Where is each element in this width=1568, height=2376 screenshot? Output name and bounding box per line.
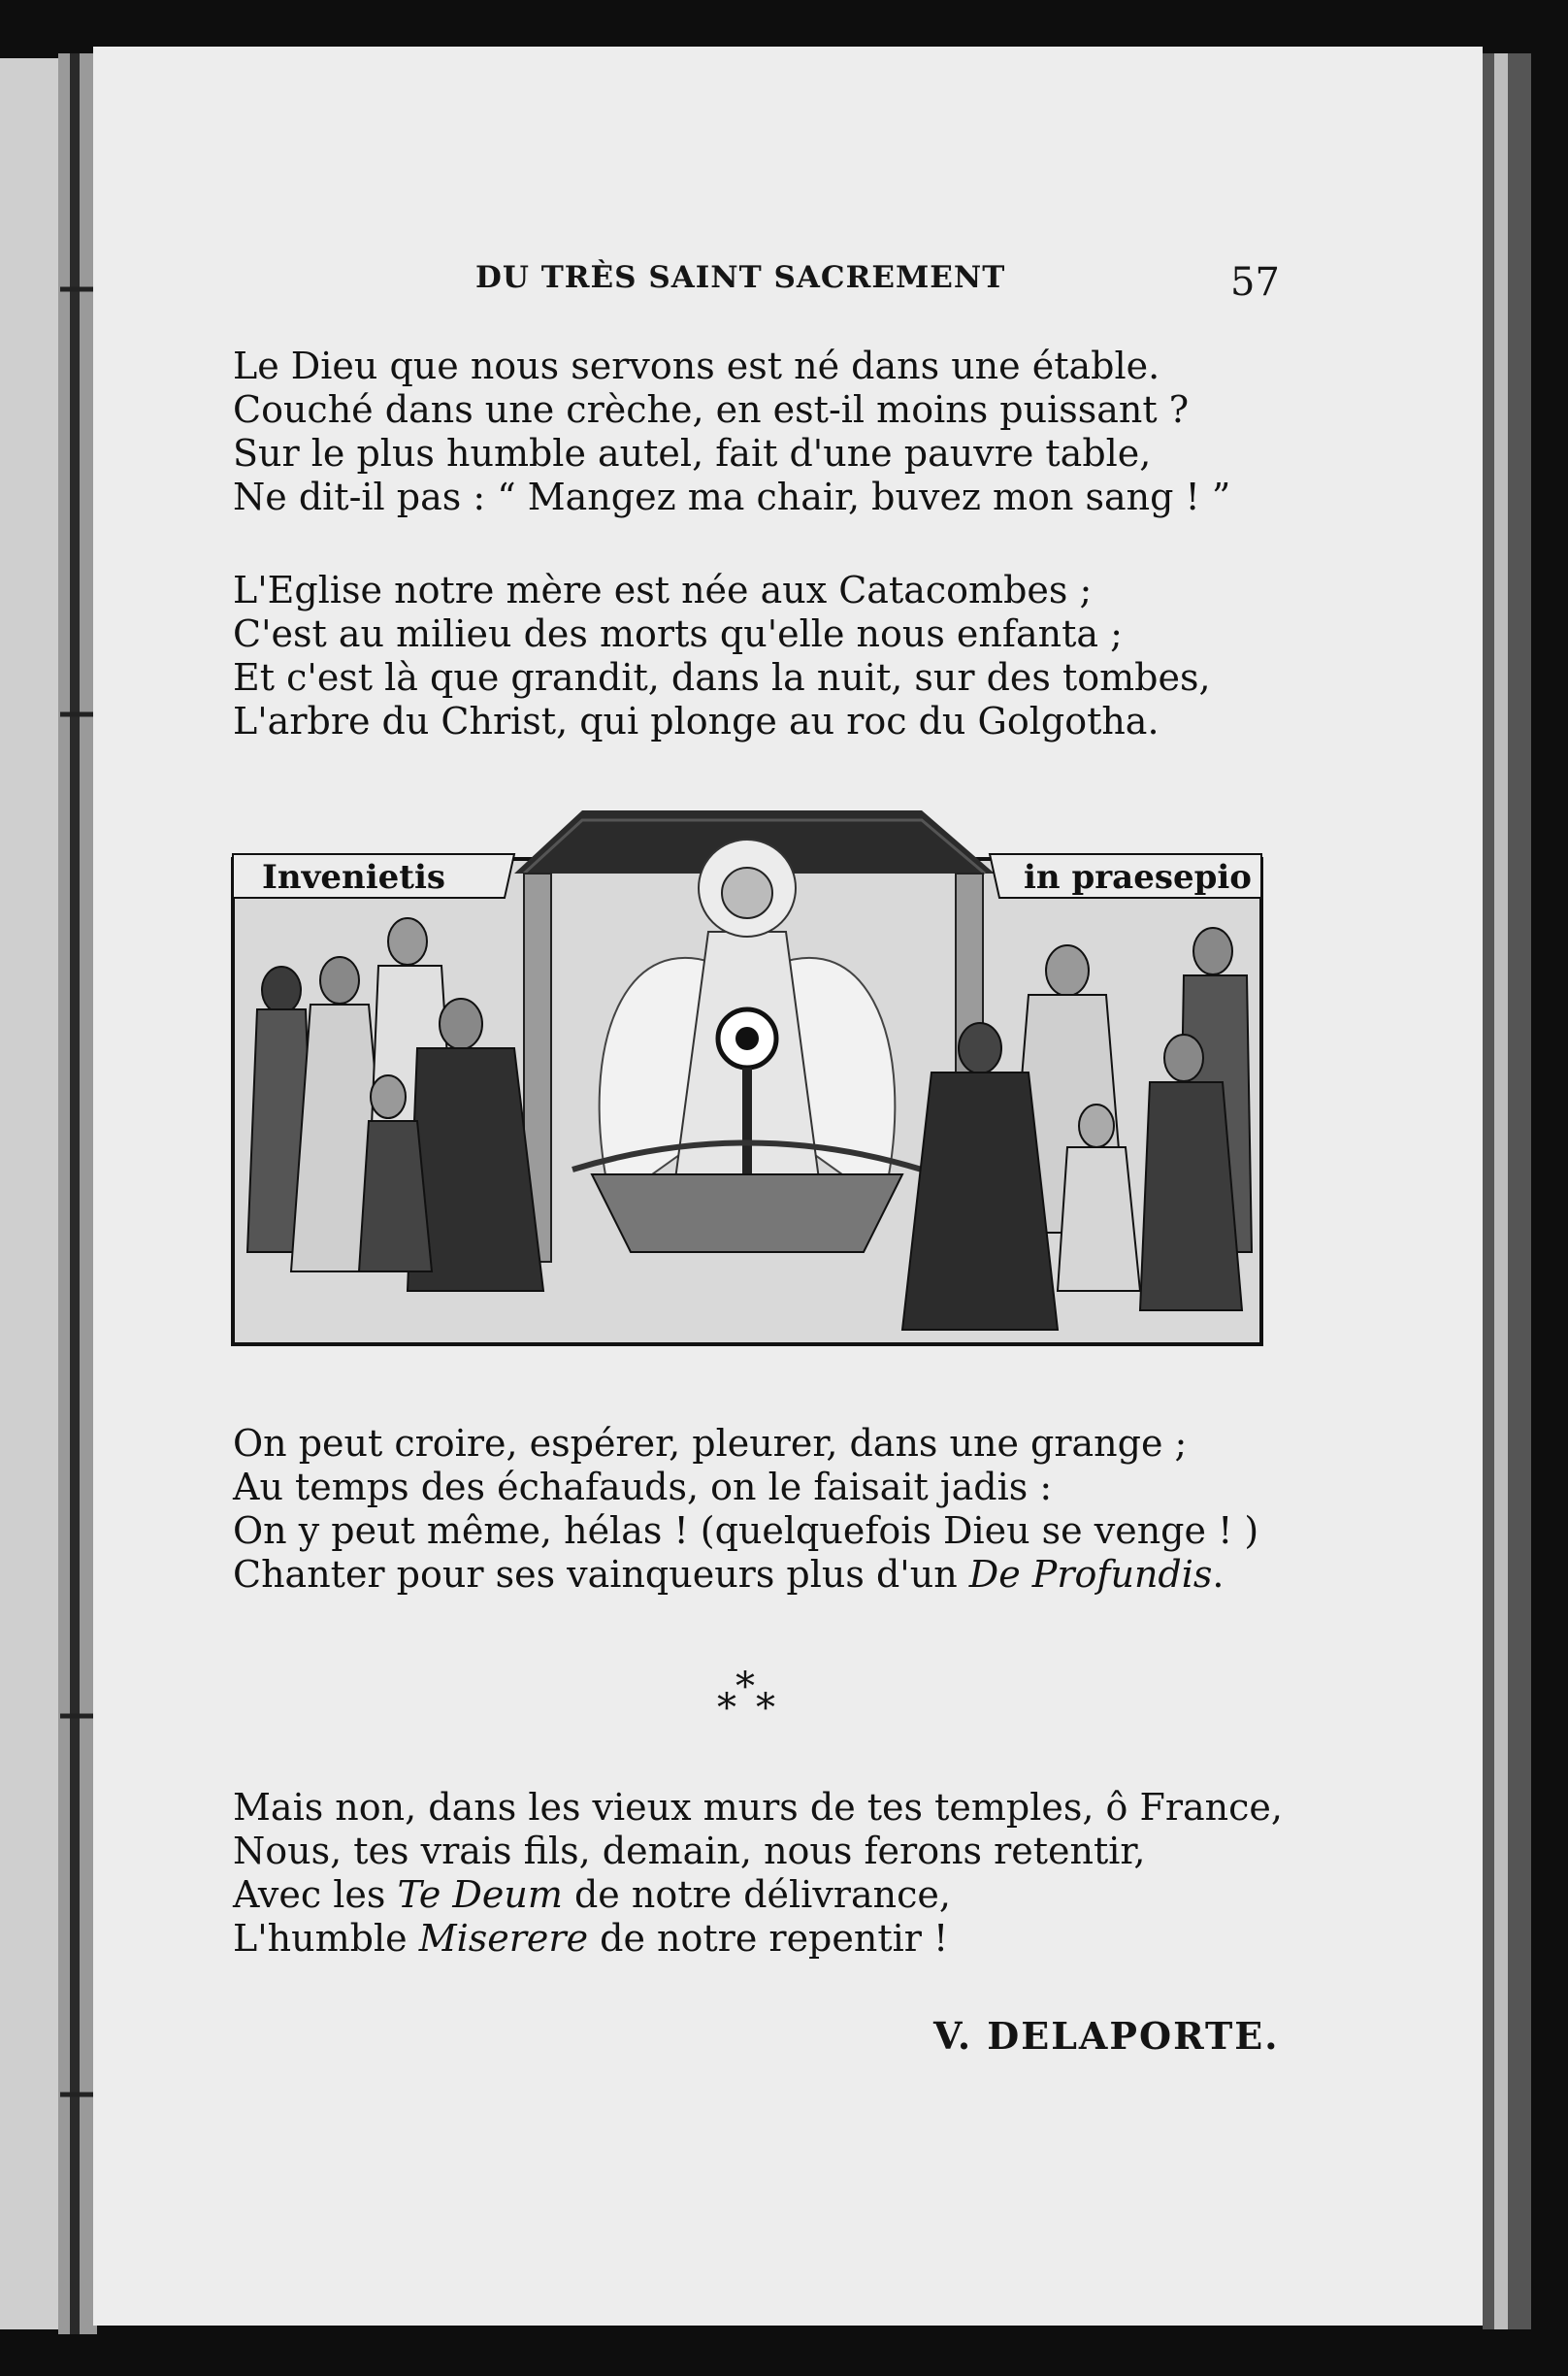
text-run: . [1212,1553,1225,1596]
asterisk: * [735,1665,755,1709]
stanza-4 [233,1786,1283,1961]
text-run: Chanter pour ses vainqueurs plus d'un [233,1553,969,1596]
asterisk: * [756,1686,775,1731]
author-signature: V. DELAPORTE. [933,2014,1280,2058]
page-number: 57 [1230,260,1280,305]
text-run: de notre repentir ! [588,1917,949,1960]
verse-line-with-italic [233,1553,1258,1597]
verse-line: Mais non, dans les vieux murs de tes temples, ô France, [233,1786,1283,1829]
stanza-3 [233,1422,1258,1597]
text-run: de notre délivrance, [562,1873,951,1916]
verse-line: On y peut même, hélas ! (quelquefois Dieu se venge ! ) [233,1509,1259,1552]
verse-line: L'Eglise notre mère est née aux Catacombes ; [233,569,1093,611]
verse-line: On peut croire, espérer, pleurer, dans une grange ; [233,1422,1188,1465]
verse-line: Ne dit-il pas : “ Mangez ma chair, buvez mon sang ! ” [233,476,1231,518]
verse-line: Couché dans une crèche, en est-il moins puissant ? [233,388,1190,431]
running-title: DU TRÈS SAINT SACREMENT [475,260,1006,295]
nativity-engraving [223,786,1271,1359]
verse-line: Nous, tes vrais fils, demain, nous ferons retentir, [233,1830,1146,1872]
verse-line-with-italic [233,1873,1283,1917]
verse-line: Sur le plus humble autel, fait d'une pauvre table, [233,432,1152,475]
verse-line: L'arbre du Christ, qui plonge au roc du Golgotha. [233,700,1160,742]
asterism-separator [703,1665,791,1731]
italic-title: Miserere [418,1917,589,1960]
asterisk: * [717,1686,736,1731]
verse-line: Et c'est là que grandit, dans la nuit, sur des tombes, [233,656,1211,699]
verse-line-with-italic [233,1917,1283,1961]
stanza-2 [233,569,1211,743]
stanza-1 [233,345,1230,519]
italic-title: Te Deum [397,1873,563,1916]
banner-left: Invenietis [262,858,446,897]
text-run: L'humble [233,1917,419,1960]
verse-line: C'est au milieu des morts qu'elle nous enfanta ; [233,612,1123,655]
italic-title: De Profundis [968,1553,1213,1596]
text-run: Avec les [233,1873,398,1916]
verse-line: Le Dieu que nous servons est né dans une étable. [233,345,1160,387]
verse-line: Au temps des échafauds, on le faisait jadis : [233,1466,1053,1508]
banner-right: in praesepio [1024,858,1252,897]
